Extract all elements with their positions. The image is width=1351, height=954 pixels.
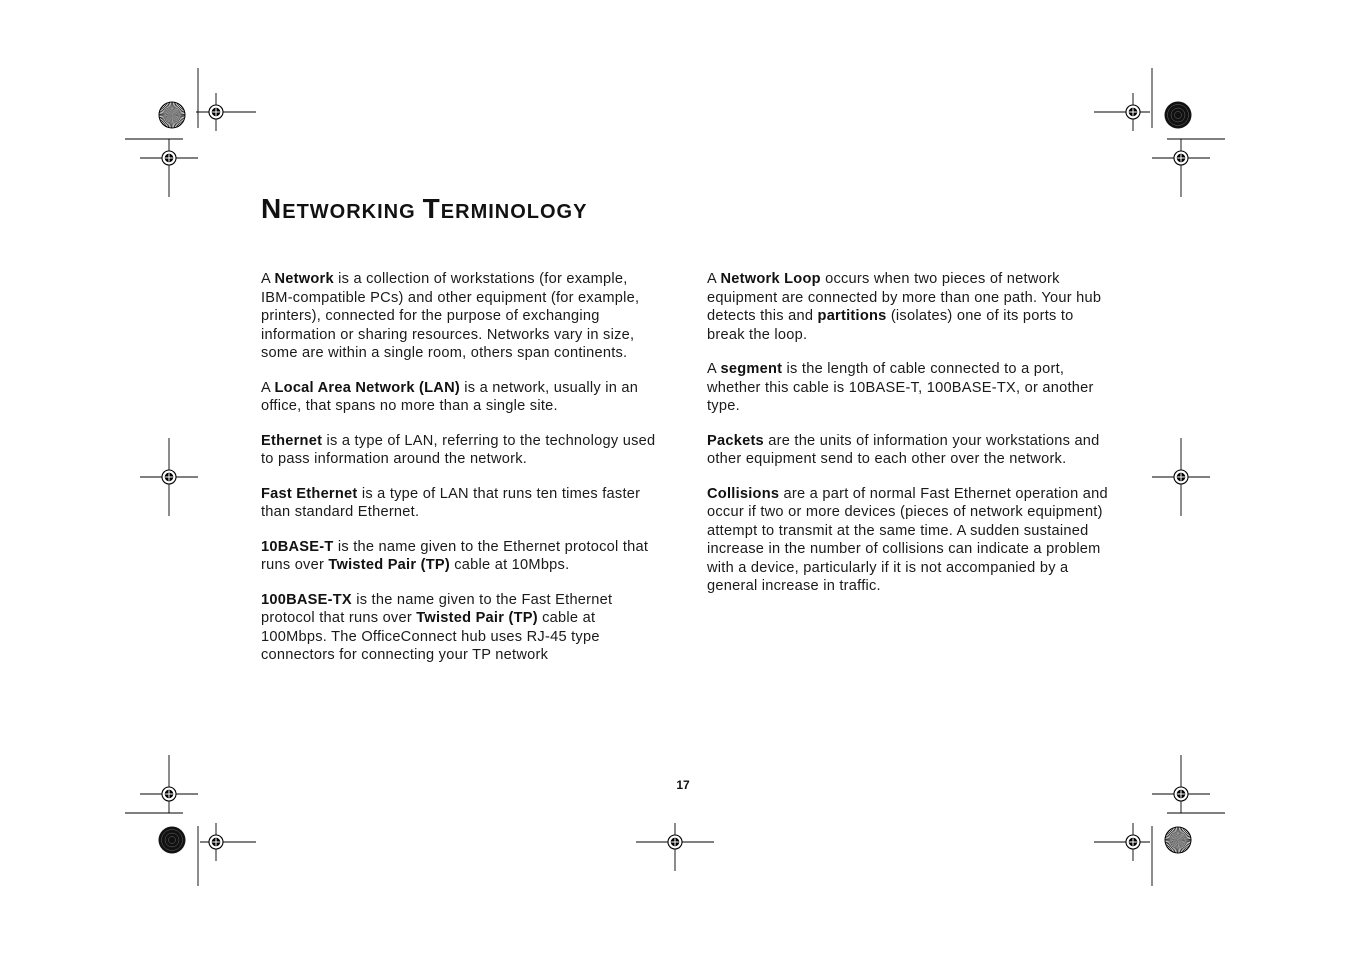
definition-fast-ethernet: [261, 485, 663, 522]
definition-text: is a collection of workstations (for example, IBM-compatible PCs) and other equipment (for example, printers), connected for the purpose of exchanging information or sharing resources. Networks vary in size, some are within a single room, others span continents.: [261, 271, 640, 361]
definition-text: is the name given to the Ethernet protocol that runs over: [261, 538, 649, 573]
term-ethernet: Ethernet: [261, 432, 323, 449]
definition-text: A: [261, 379, 275, 396]
dark-disk-mark: [159, 827, 186, 854]
registration-target: [1152, 139, 1210, 197]
term-10base-t: 10BASE-T: [261, 538, 334, 555]
definition-10base-t: [261, 538, 663, 575]
term-packets: Packets: [707, 432, 764, 449]
definition-text: A: [707, 271, 721, 287]
registration-target: [140, 755, 198, 813]
right-column: [707, 270, 1109, 612]
term-network-loop: Network Loop: [720, 271, 821, 287]
term-partitions: partitions: [817, 308, 887, 324]
definition-text: is the length of cable connected to a port, whether this cable is 10BASE-T, 100BASE-TX, or another type.: [707, 361, 1094, 414]
registration-target: [636, 823, 714, 871]
registration-target: [140, 139, 198, 197]
registration-target: [196, 93, 256, 131]
definition-lan: [261, 379, 663, 416]
registration-target: [1152, 438, 1210, 516]
definition-segment: [707, 360, 1109, 416]
definition-ethernet: [261, 432, 663, 469]
definition-text: occurs when two pieces of network equipment are connected by more than one path. Your hub detects this and: [707, 271, 1102, 324]
term-twisted-pair: Twisted Pair (TP): [328, 557, 450, 573]
definition-text: cable at 100Mbps. The OfficeConnect hub uses RJ-45 type connectors for connecting your TP network: [261, 610, 600, 663]
term-fast-ethernet: Fast Ethernet: [261, 485, 358, 502]
definition-text: A: [261, 271, 275, 287]
definition-text: A: [707, 361, 721, 377]
starburst-mark: [159, 102, 185, 128]
definition-text: is a type of LAN that runs ten times faster than standard Ethernet.: [261, 485, 641, 520]
registration-target: [140, 438, 198, 516]
definition-text: are a part of normal Fast Ethernet operation and occur if two or more devices (pieces of network equipment) attempt to transmit at the same time. A sudden sustained increase in the number of collisions can indicate a problem with a device, particularly if it is not accompanied by a general increase in traffic.: [707, 485, 1108, 594]
registration-target: [200, 823, 256, 861]
definition-100base-tx: [261, 591, 663, 665]
registration-target: [1152, 755, 1210, 813]
starburst-mark: [1165, 827, 1191, 853]
dark-disk-mark: [1165, 102, 1192, 129]
definition-network: [261, 270, 663, 363]
title-word: NETWORKING: [261, 193, 416, 224]
term-twisted-pair: Twisted Pair (TP): [416, 610, 538, 626]
term-100base-tx: 100BASE-TX: [261, 591, 352, 608]
registration-target: [1094, 823, 1150, 861]
page-number: 17: [676, 778, 690, 792]
definition-text: is the name given to the Fast Ethernet protocol that runs over: [261, 591, 613, 626]
page-title: [261, 193, 587, 228]
registration-target: [1094, 93, 1150, 131]
definition-text: are the units of information your workstations and other equipment send to each other over the network.: [707, 432, 1100, 467]
term-lan: Local Area Network (LAN): [274, 379, 460, 396]
term-segment: segment: [720, 361, 783, 377]
definition-packets: [707, 432, 1109, 469]
definition-text: (isolates) one of its ports to break the loop.: [707, 308, 1074, 343]
definition-collisions: [707, 485, 1109, 596]
definition-text: cable at 10Mbps.: [449, 557, 570, 573]
left-column: [261, 270, 663, 681]
term-collisions: Collisions: [707, 485, 780, 502]
title-word: TERMINOLOGY: [422, 193, 588, 224]
definition-text: is a network, usually in an office, that spans no more than a single site.: [261, 379, 639, 414]
definition-text: is a type of LAN, referring to the technology used to pass information around the network.: [261, 432, 656, 467]
term-network: Network: [274, 271, 334, 287]
definition-network-loop: [707, 270, 1109, 344]
